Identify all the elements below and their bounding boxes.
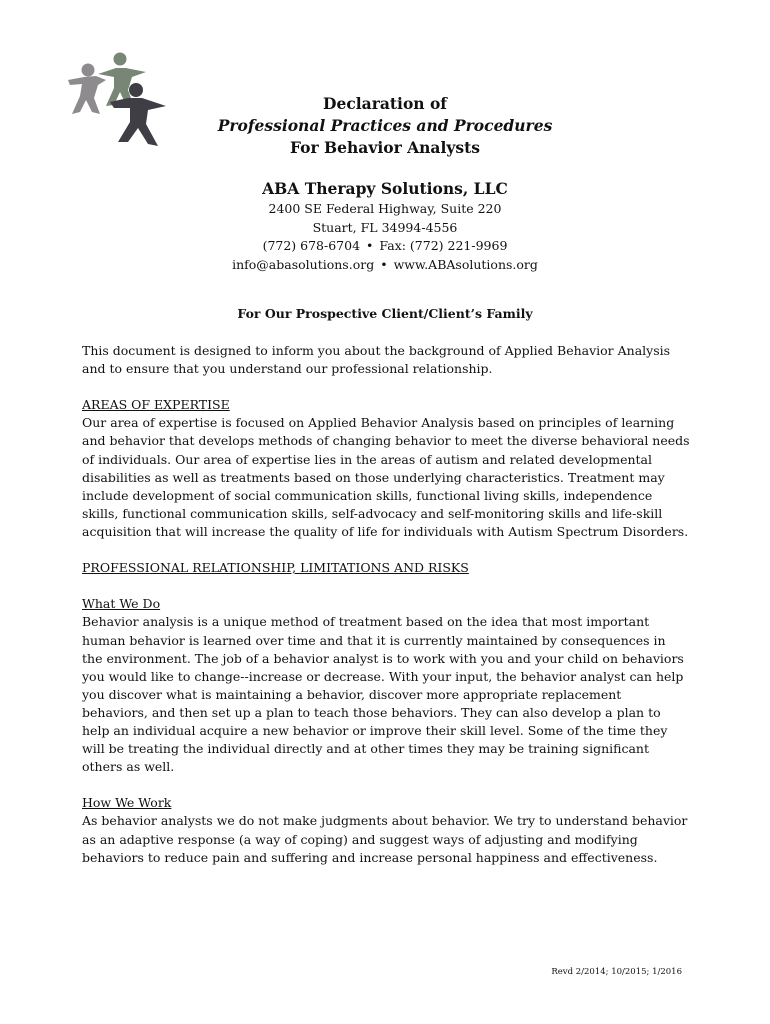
subheading-how-we-work: How We Work	[82, 795, 172, 811]
logo-figure-middle	[98, 53, 146, 107]
phone-number: (772) 678-6704	[262, 238, 361, 254]
section-heading-expertise: AREAS OF EXPERTISE	[82, 397, 230, 413]
title-line-2: Professional Practices and Procedures	[217, 116, 553, 135]
subheading-what-we-do: What We Do	[82, 596, 161, 612]
bullet-separator: •	[380, 256, 388, 272]
document-header	[150, 93, 620, 274]
expertise-section	[82, 396, 690, 541]
logo-figure-left	[68, 64, 106, 115]
email-address[interactable]: info@abasolutions.org	[232, 256, 375, 272]
what-we-do-paragraph: Behavior analysis is a unique method of treatment based on the idea that most important human behavior is learned over time and that it is currently maintained by consequences in the environment. The job of a behavior analyst is to work with you and your child on behaviors you would like to change--increase or decrease. With your input, the behavior analyst can help you discover what is maintaining a behavior, discover more appropriate replacement behaviors, and then set up a plan to teach those behaviors. They can also develop a plan to help an individual acquire a new behavior or improve their skill level. Some of the time they will be treating the individual directly and at other times they may be training significant others as well.	[82, 614, 684, 775]
how-we-work-paragraph: As behavior analysts we do not make judgments about behavior. We try to understand behavior as an adaptive response (a way of coping) and suggest ways of adjusting and modifying behaviors to reduce pain and suffering and increase personal happiness and effectiveness.	[82, 813, 688, 865]
section-heading-relationship: PROFESSIONAL RELATIONSHIP, LIMITATIONS AND RISKS	[82, 560, 469, 576]
company-name: ABA Therapy Solutions, LLC	[262, 179, 508, 198]
website-link[interactable]: www.ABAsolutions.org	[393, 256, 538, 272]
contact-phone-line	[150, 237, 620, 256]
address-line-1: 2400 SE Federal Highway, Suite 220	[268, 201, 502, 216]
bullet-separator: •	[366, 238, 374, 254]
what-we-do-section	[82, 595, 690, 776]
title-line-3: For Behavior Analysts	[290, 138, 480, 157]
audience-heading: For Our Prospective Client/Client’s Family	[237, 306, 533, 321]
contact-web-line	[150, 256, 620, 275]
expertise-paragraph: Our area of expertise is focused on Applied Behavior Analysis based on principles of learning and behavior that develops methods of changing behavior to meet the diverse behavioral needs of individuals. Our area of expertise lies in the areas of autism and related developmental disabilities as well as treatments based on those underlying characteristics. Treatment may include development of social communication skills, functional living skills, independence skills, functional communication skills, self-advocacy and self-monitoring skills and life-skill acquisition that will increase the quality of life for individuals with Autism Spectrum Disorders.	[82, 415, 690, 539]
revision-footer: Revd 2/2014; 10/2015; 1/2016	[551, 967, 682, 977]
fax-number: Fax: (772) 221-9969	[379, 238, 508, 254]
relationship-section	[82, 559, 690, 577]
document-body	[82, 342, 690, 885]
address-line-2: Stuart, FL 34994-4556	[312, 219, 458, 235]
title-line-1: Declaration of	[323, 94, 447, 113]
intro-paragraph: This document is designed to inform you about the background of Applied Behavior Analysis and to ensure that you understand our professional relationship.	[82, 343, 671, 377]
how-we-work-section	[82, 794, 690, 866]
